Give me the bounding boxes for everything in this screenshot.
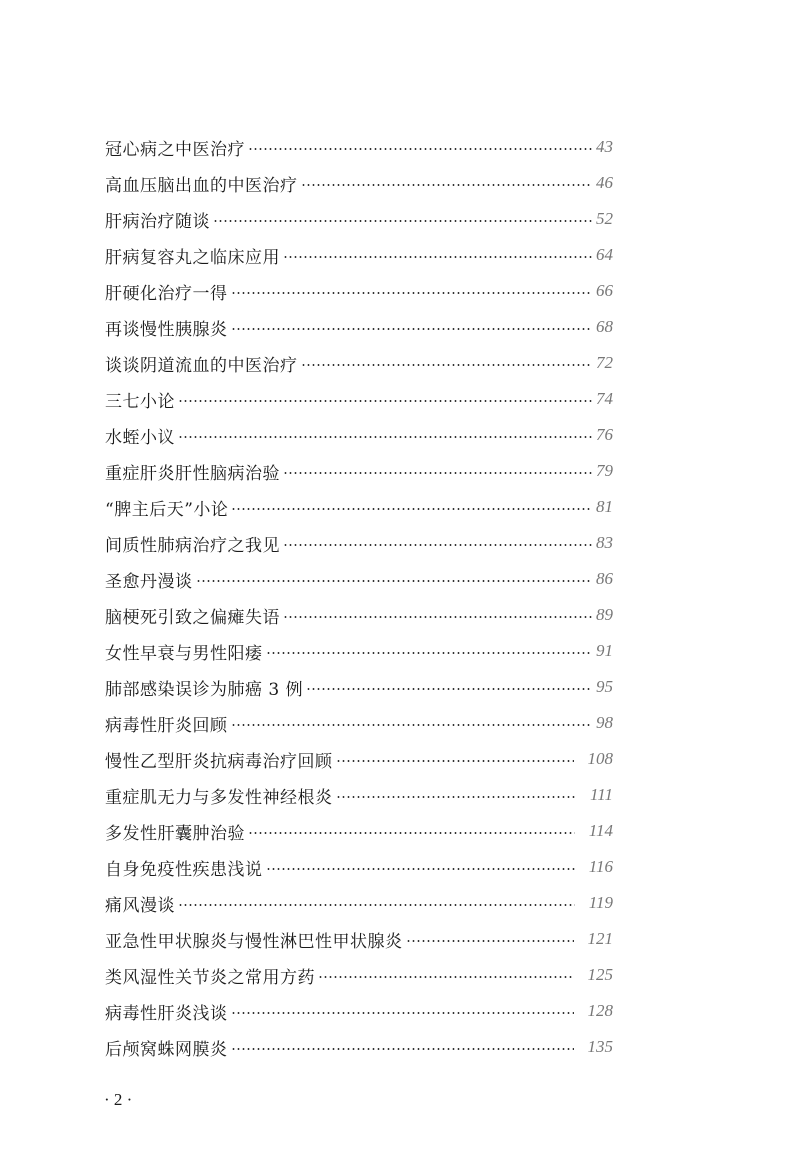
toc-entry-page: 135 [587, 1037, 613, 1056]
toc-entry-title: 三七小论 [105, 391, 175, 412]
toc-dot-leader [196, 580, 593, 582]
toc-entry-title: 自身免疫性疾患浅说 [105, 859, 263, 880]
toc-entry-title: 亚急性甲状腺炎与慢性淋巴性甲状腺炎 [105, 931, 403, 952]
toc-entry[interactable] [105, 345, 613, 381]
toc-entry-title: 脑梗死引致之偏瘫失语 [105, 607, 280, 628]
toc-entry[interactable] [105, 885, 613, 921]
toc-dot-leader [248, 148, 592, 150]
toc-entry-page: 121 [587, 929, 613, 948]
toc-entry-title: 病毒性肝炎回顾 [105, 715, 228, 736]
toc-entry[interactable] [105, 525, 613, 561]
toc-dot-leader [301, 184, 593, 186]
toc-entry[interactable] [105, 705, 613, 741]
toc-entry-title: 谈谈阴道流血的中医治疗 [105, 355, 298, 376]
toc-dot-leader [178, 436, 592, 438]
toc-entry-page: 95 [596, 677, 613, 696]
toc-entry[interactable] [105, 417, 613, 453]
toc-entry-title: 高血压脑出血的中医治疗 [105, 175, 298, 196]
toc-entry-page: 72 [596, 353, 613, 372]
toc-entry-page: 83 [596, 533, 613, 552]
toc-entry[interactable] [105, 669, 613, 705]
toc-entry-page: 114 [588, 821, 613, 840]
toc-entry-page: 52 [596, 209, 613, 228]
page-number: · 2 · [104, 1090, 133, 1109]
toc-dot-leader [266, 868, 575, 870]
toc-entry[interactable] [105, 993, 613, 1029]
toc-entry-title: 水蛭小议 [105, 427, 175, 448]
toc-entry-page: 116 [588, 857, 613, 876]
toc-entry-title: 间质性肺病治疗之我见 [105, 535, 280, 556]
toc-entry-page: 68 [596, 317, 613, 336]
toc-entry[interactable] [105, 849, 613, 885]
toc-entry-page: 46 [596, 173, 613, 192]
toc-entry[interactable] [105, 957, 613, 993]
toc-entry-title: 类风湿性关节炎之常用方药 [105, 967, 315, 988]
toc-entry[interactable] [105, 273, 613, 309]
toc-entry-title: 病毒性肝炎浅谈 [105, 1003, 228, 1024]
toc-dot-leader [406, 940, 574, 942]
toc-entry[interactable] [105, 237, 613, 273]
toc-entry-page: 86 [596, 569, 613, 588]
toc-dot-leader [231, 1012, 574, 1014]
toc-entry-title: 女性早衰与男性阳痿 [105, 643, 263, 664]
toc-dot-leader [318, 976, 574, 978]
toc-dot-leader [231, 292, 593, 294]
toc-dot-leader [283, 616, 592, 618]
toc-entry[interactable] [105, 309, 613, 345]
toc-entry-page: 128 [587, 1001, 613, 1020]
toc-dot-leader [231, 1048, 574, 1050]
toc-entry-page: 43 [596, 137, 613, 156]
toc-entry[interactable] [105, 1029, 613, 1065]
toc-dot-leader [266, 652, 593, 654]
toc-entry-title: 痛风漫谈 [105, 895, 175, 916]
toc-entry[interactable] [105, 777, 613, 813]
toc-entry-title: 再谈慢性胰腺炎 [105, 319, 228, 340]
toc-entry-page: 79 [596, 461, 613, 480]
toc-entry-title: 肝病复容丸之临床应用 [105, 247, 280, 268]
toc-entry-title: 冠心病之中医治疗 [105, 139, 245, 160]
toc-entry[interactable] [105, 381, 613, 417]
toc-dot-leader [213, 220, 592, 222]
toc-entry-title: 后颅窝蛛网膜炎 [105, 1039, 228, 1060]
toc-entry-title: 重症肌无力与多发性神经根炎 [105, 787, 333, 808]
toc-entry[interactable] [105, 741, 613, 777]
toc-entry[interactable] [105, 921, 613, 957]
toc-entry-title: 多发性肝囊肿治验 [105, 823, 245, 844]
toc-entry-page: 125 [587, 965, 613, 984]
toc-entry-title: “脾主后天”小论 [105, 499, 229, 520]
toc-entry-title: 肺部感染误诊为肺癌 3 例 [105, 679, 304, 700]
toc-entry-page: 91 [596, 641, 613, 660]
table-of-contents [105, 129, 613, 1065]
toc-entry-page: 89 [596, 605, 613, 624]
toc-entry-page: 81 [596, 497, 613, 516]
toc-entry-page: 108 [587, 749, 613, 768]
toc-entry-title: 圣愈丹漫谈 [105, 571, 193, 592]
toc-dot-leader [301, 364, 593, 366]
toc-entry[interactable] [105, 165, 613, 201]
toc-entry-title: 重症肝炎肝性脑病治验 [105, 463, 280, 484]
toc-entry-page: 119 [588, 893, 613, 912]
toc-dot-leader [231, 328, 593, 330]
toc-entry-page: 74 [596, 389, 613, 408]
toc-entry-page: 98 [596, 713, 613, 732]
toc-entry-page: 111 [590, 785, 613, 804]
toc-entry-page: 76 [596, 425, 613, 444]
toc-entry[interactable] [105, 633, 613, 669]
toc-dot-leader [306, 688, 592, 690]
toc-entry-page: 66 [596, 281, 613, 300]
toc-entry[interactable] [105, 201, 613, 237]
toc-dot-leader [178, 400, 592, 402]
toc-entry-title: 肝病治疗随谈 [105, 211, 210, 232]
toc-entry[interactable] [105, 453, 613, 489]
toc-entry-page: 64 [596, 245, 613, 264]
toc-entry[interactable] [105, 597, 613, 633]
toc-dot-leader [283, 256, 592, 258]
toc-dot-leader [283, 544, 592, 546]
toc-dot-leader [248, 832, 575, 834]
toc-dot-leader [336, 796, 577, 798]
toc-entry-title: 慢性乙型肝炎抗病毒治疗回顾 [105, 751, 333, 772]
toc-entry[interactable] [105, 813, 613, 849]
toc-dot-leader [336, 760, 574, 762]
toc-dot-leader [231, 508, 592, 510]
toc-dot-leader [283, 472, 592, 474]
toc-dot-leader [231, 724, 593, 726]
toc-dot-leader [178, 904, 575, 906]
toc-entry[interactable] [105, 489, 613, 525]
toc-entry[interactable] [105, 129, 613, 165]
toc-entry-title: 肝硬化治疗一得 [105, 283, 228, 304]
toc-entry[interactable] [105, 561, 613, 597]
